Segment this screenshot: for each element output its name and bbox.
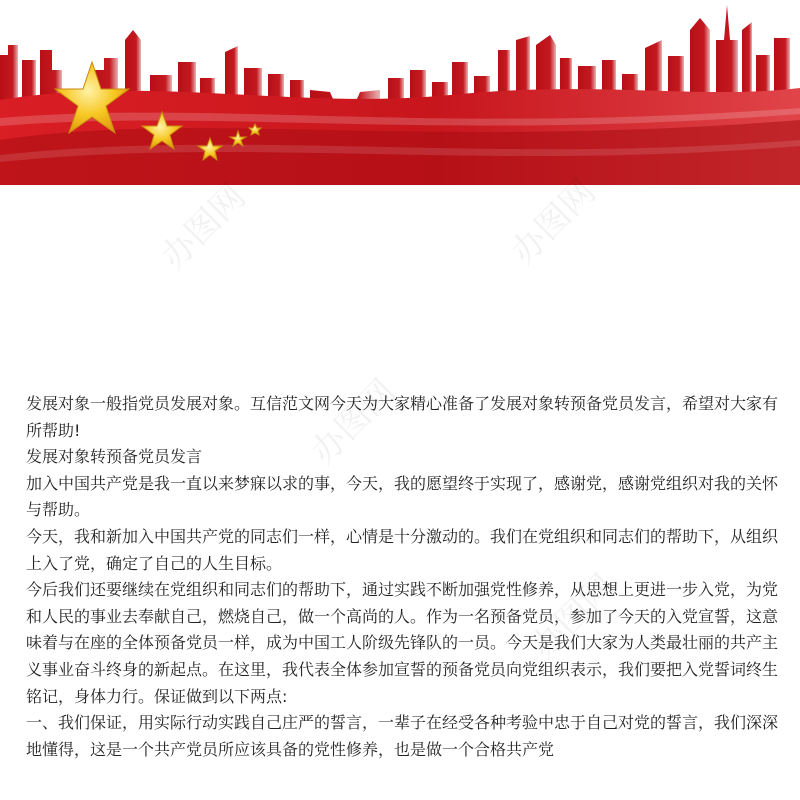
watermark: 办图网 — [303, 371, 404, 473]
body-paragraph: 今天，我和新加入中国共产党的同志们一样，心情是十分激动的。我们在党组织和同志们的帮助下，从组织上入了党，确定了自己的人生目标。 — [26, 526, 779, 573]
article-title: 发展对象转预备党员发言 — [26, 447, 203, 467]
body-paragraph: 加入中国共产党是我一直以来梦寐以求的事，今天，我的愿望终于实现了，感谢党，感谢党组织对我的关怀与帮助。 — [26, 473, 779, 520]
watermark: 办图网 — [153, 176, 254, 278]
body-paragraph: 一、我们保证，用实际行动实践自己庄严的誓言，一辈子在经受各种考验中忠于自己对党的誓言，我们深深地懂得，这是一个共产党员所应该具备的党性修养，也是做一个合格共产党 — [26, 713, 779, 759]
header-banner — [0, 0, 800, 185]
article-body — [26, 391, 778, 763]
watermark: 办图网 — [523, 566, 624, 668]
watermark: 办图网 — [503, 171, 604, 273]
intro-paragraph: 发展对象一般指党员发展对象。互信范文网今天为大家精心准备了发展对象转预备党员发言，希望对大家有所帮助! — [26, 394, 779, 440]
body-paragraph: 今后我们还要继续在党组织和同志们的帮助下，通过实践不断加强党性修养，从思想上更进一步入党，为党和人民的事业去奉献自己，燃烧自己，做一个高尚的人。作为一名预备党员，参加了今天的入党宣誓，这意味着与在座的全体预备党员一样，成为中国工人阶级先锋队的一员。今天是我们大家为人类最壮丽的共产主义事业奋斗终身的新起点。在这里，我代表全体参加宣誓的预备党员向党组织表示，我们要把入党誓词终生铭记，身体力行。保证做到以下两点: — [26, 580, 779, 706]
